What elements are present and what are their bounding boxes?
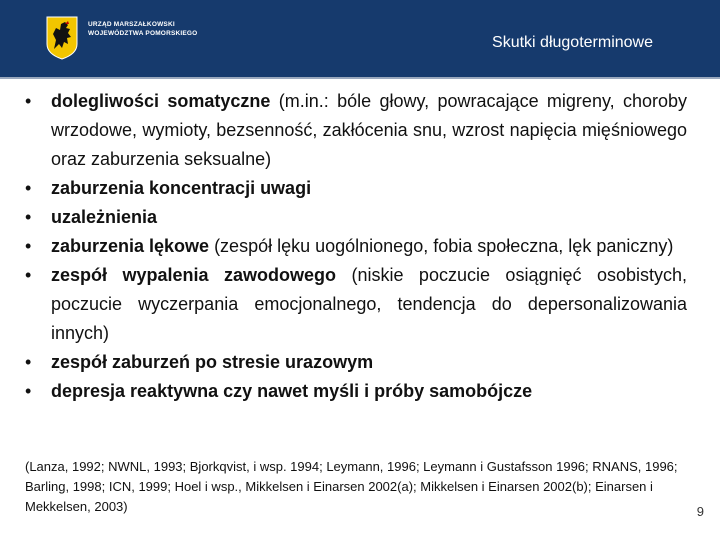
- bullet-dot-icon: •: [25, 265, 32, 285]
- bullet-keyword: depresja reaktywna czy nawet myśli i próby samobójcze: [51, 381, 533, 401]
- bullet-item: [25, 174, 687, 203]
- griffin-coat-of-arms-icon: [46, 16, 78, 60]
- page-number: 9: [696, 504, 704, 519]
- bullet-list: [25, 87, 687, 406]
- references-citation: (Lanza, 1992; NWNL, 1993; Bjorkqvist, i wsp. 1994; Leymann, 1996; Leymann i Gustafsson 1996; RNANS, 1996; Barling, 1998; ICN, 1999; Hoel i wsp., Mikkelsen i Einarsen 2002(a); Mikkelsen i Einarsen 2002(b); Einarsen i Mekkelsen, 2003): [25, 459, 678, 514]
- bullet-item: [25, 348, 687, 377]
- bullet-item: [25, 261, 687, 348]
- organization-name-line2: WOJEWÓDZTWA POMORSKIEGO: [88, 30, 198, 37]
- bullet-detail: (m.in.: bóle głowy, powracające migreny, choroby wrzodowe, wymioty, bezsenność, zakłócenia snu, wzrost napięcia mięśniowego oraz zaburzenia seksualne): [51, 91, 687, 169]
- bullet-item: [25, 232, 687, 261]
- bullet-item: [25, 203, 687, 232]
- slide-title: Skutki długoterminowe: [492, 34, 653, 51]
- bullet-dot-icon: •: [25, 381, 32, 401]
- header-bar: [0, 0, 720, 79]
- bullet-dot-icon: •: [25, 178, 32, 198]
- bullet-keyword: zespół wypalenia zawodowego: [51, 265, 336, 285]
- bullet-keyword: zaburzenia lękowe: [51, 236, 210, 256]
- bullet-keyword: zaburzenia koncentracji uwagi: [51, 178, 312, 198]
- bullet-dot-icon: •: [25, 236, 32, 256]
- bullet-dot-icon: •: [25, 352, 32, 372]
- bullet-dot-icon: •: [25, 91, 32, 111]
- bullet-keyword: zespół zaburzeń po stresie urazowym: [51, 352, 374, 372]
- bullet-detail: (niskie poczucie osiągnięć osobistych, poczucie wyczerpania emocjonalnego, tendencja do depersonalizowania innych): [51, 265, 687, 343]
- organization-name-line1: URZĄD MARSZAŁKOWSKI: [88, 21, 175, 28]
- bullet-detail: (zespół lęku uogólnionego, fobia społeczna, lęk paniczny): [209, 236, 674, 256]
- organization-name: [88, 20, 197, 38]
- bullet-item: [25, 87, 687, 174]
- bullet-keyword: dolegliwości somatyczne: [51, 91, 271, 111]
- bullet-item: [25, 377, 687, 406]
- bullet-dot-icon: •: [25, 207, 32, 227]
- bullet-list-container: [25, 87, 687, 406]
- bullet-keyword: uzależnienia: [51, 207, 158, 227]
